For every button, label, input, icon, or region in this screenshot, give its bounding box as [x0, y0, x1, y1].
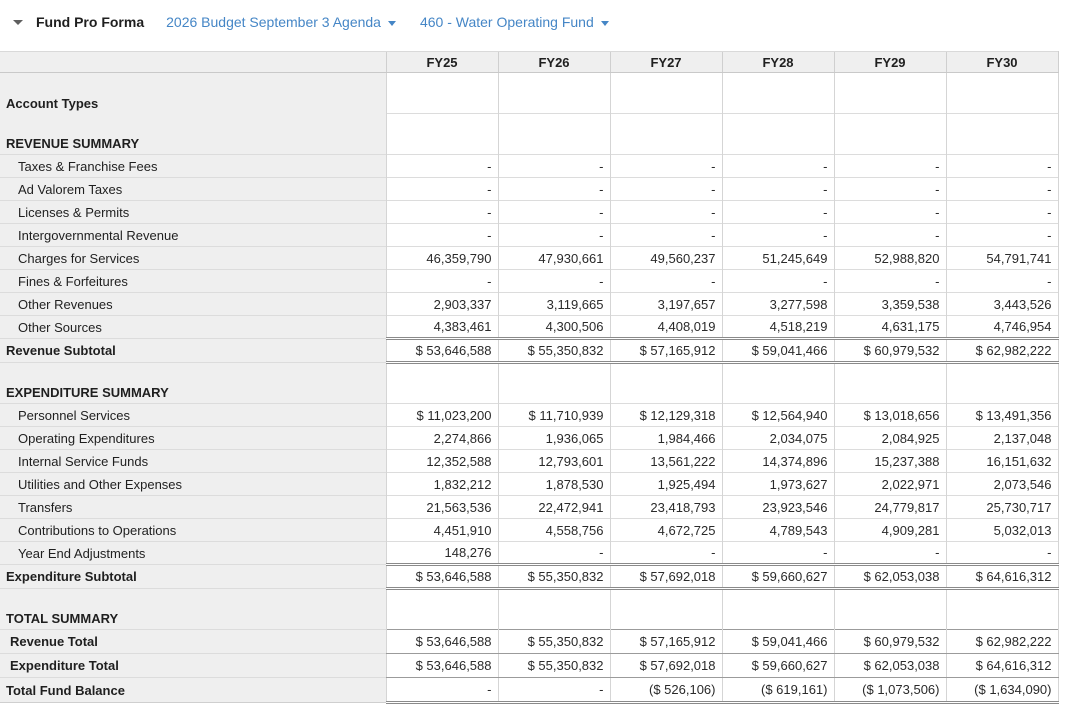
cell-value: -: [946, 155, 1058, 178]
cell-value: -: [946, 542, 1058, 565]
cell-value: -: [946, 201, 1058, 224]
cell-value: -: [722, 178, 834, 201]
top-header-bar: [0, 0, 1072, 35]
cell-value: 1,936,065: [498, 427, 610, 450]
cell-value: ($ 1,634,090): [946, 678, 1058, 703]
cell-value: $ 57,165,912: [610, 630, 722, 654]
cell-value: 14,374,896: [722, 450, 834, 473]
cell-value: -: [498, 155, 610, 178]
column-header: FY28: [722, 52, 834, 73]
cell-value: [498, 114, 610, 155]
cell-value: [498, 363, 610, 404]
table-row: [0, 178, 1058, 201]
cell-value: 4,909,281: [834, 519, 946, 542]
cell-value: ($ 1,073,506): [834, 678, 946, 703]
cell-value: 46,359,790: [386, 247, 498, 270]
cell-value: -: [386, 270, 498, 293]
cell-value: $ 55,350,832: [498, 565, 610, 589]
cell-value: 4,672,725: [610, 519, 722, 542]
cell-value: 24,779,817: [834, 496, 946, 519]
table-row: [0, 316, 1058, 339]
cell-value: -: [610, 155, 722, 178]
row-label: Transfers: [0, 496, 386, 519]
cell-value: 1,878,530: [498, 473, 610, 496]
cell-value: [498, 589, 610, 630]
cell-value: -: [498, 201, 610, 224]
row-label: Personnel Services: [0, 404, 386, 427]
column-header: FY26: [498, 52, 610, 73]
cell-value: 1,984,466: [610, 427, 722, 450]
row-label: Licenses & Permits: [0, 201, 386, 224]
cell-value: 2,073,546: [946, 473, 1058, 496]
cell-value: $ 11,710,939: [498, 404, 610, 427]
cell-value: [386, 114, 498, 155]
cell-value: [610, 589, 722, 630]
cell-value: [722, 114, 834, 155]
table-row: [0, 473, 1058, 496]
cell-value: 4,451,910: [386, 519, 498, 542]
cell-value: -: [386, 224, 498, 247]
cell-value: 4,408,019: [610, 316, 722, 339]
row-label: Revenue Total: [0, 630, 386, 654]
row-label: Operating Expenditures: [0, 427, 386, 450]
cell-value: 47,930,661: [498, 247, 610, 270]
cell-value: -: [834, 201, 946, 224]
cell-value: -: [610, 178, 722, 201]
cell-value: [834, 114, 946, 155]
row-label: Other Revenues: [0, 293, 386, 316]
row-label: Charges for Services: [0, 247, 386, 270]
table-row: [0, 73, 1058, 114]
row-label: Fines & Forfeitures: [0, 270, 386, 293]
cell-value: 2,022,971: [834, 473, 946, 496]
cell-value: $ 62,982,222: [946, 630, 1058, 654]
table-row: [0, 155, 1058, 178]
chevron-down-icon: [601, 21, 609, 26]
table-row: [0, 427, 1058, 450]
cell-value: -: [498, 678, 610, 703]
table-row: [0, 363, 1058, 404]
cell-value: [722, 589, 834, 630]
chevron-down-icon: [388, 21, 396, 26]
cell-value: 4,631,175: [834, 316, 946, 339]
table-row: [0, 404, 1058, 427]
cell-value: 3,197,657: [610, 293, 722, 316]
cell-value: 2,084,925: [834, 427, 946, 450]
column-header: FY27: [610, 52, 722, 73]
cell-value: -: [834, 178, 946, 201]
cell-value: -: [834, 270, 946, 293]
cell-value: 52,988,820: [834, 247, 946, 270]
table-row: [0, 542, 1058, 565]
cell-value: $ 55,350,832: [498, 654, 610, 678]
cell-value: -: [610, 201, 722, 224]
cell-value: 4,300,506: [498, 316, 610, 339]
column-header-row: [0, 52, 1058, 73]
fund-dropdown[interactable]: [420, 14, 609, 30]
cell-value: $ 64,616,312: [946, 654, 1058, 678]
cell-value: $ 55,350,832: [498, 339, 610, 363]
row-label: Year End Adjustments: [0, 542, 386, 565]
cell-value: $ 13,491,356: [946, 404, 1058, 427]
cell-value: -: [834, 155, 946, 178]
cell-value: $ 57,692,018: [610, 654, 722, 678]
cell-value: -: [946, 224, 1058, 247]
cell-value: 3,359,538: [834, 293, 946, 316]
cell-value: 12,352,588: [386, 450, 498, 473]
table-row: [0, 201, 1058, 224]
cell-value: 16,151,632: [946, 450, 1058, 473]
budget-dropdown-label: 2026 Budget September 3 Agenda: [166, 14, 381, 30]
cell-value: $ 12,129,318: [610, 404, 722, 427]
row-label: Taxes & Franchise Fees: [0, 155, 386, 178]
cell-value: -: [946, 178, 1058, 201]
row-label: Total Fund Balance: [0, 678, 386, 703]
table-row: [0, 339, 1058, 363]
cell-value: [834, 589, 946, 630]
cell-value: $ 53,646,588: [386, 339, 498, 363]
cell-value: 21,563,536: [386, 496, 498, 519]
pro-forma-table: [0, 51, 1059, 704]
cell-value: [386, 589, 498, 630]
cell-value: -: [722, 155, 834, 178]
cell-value: $ 59,041,466: [722, 630, 834, 654]
collapse-section-button[interactable]: [9, 15, 27, 29]
cell-value: -: [722, 270, 834, 293]
cell-value: 1,925,494: [610, 473, 722, 496]
cell-value: -: [498, 224, 610, 247]
cell-value: -: [498, 542, 610, 565]
fund-dropdown-label: 460 - Water Operating Fund: [419, 14, 594, 30]
cell-value: 2,034,075: [722, 427, 834, 450]
cell-value: $ 53,646,588: [386, 565, 498, 589]
row-label: Revenue Subtotal: [0, 339, 386, 363]
cell-value: $ 60,979,532: [834, 630, 946, 654]
cell-value: ($ 619,161): [722, 678, 834, 703]
cell-value: 4,558,756: [498, 519, 610, 542]
cell-value: 3,119,665: [498, 293, 610, 316]
cell-value: -: [722, 542, 834, 565]
pro-forma-table-container: [0, 51, 1072, 704]
cell-value: [834, 363, 946, 404]
row-label: Expenditure Total: [0, 654, 386, 678]
row-label: Expenditure Subtotal: [0, 565, 386, 589]
cell-value: -: [946, 270, 1058, 293]
table-row: [0, 630, 1058, 654]
cell-value: [610, 114, 722, 155]
table-row: [0, 678, 1058, 703]
table-row: [0, 270, 1058, 293]
row-label: Contributions to Operations: [0, 519, 386, 542]
cell-value: 4,746,954: [946, 316, 1058, 339]
label-column-header: [0, 52, 386, 73]
cell-value: $ 62,982,222: [946, 339, 1058, 363]
table-row: [0, 654, 1058, 678]
cell-value: $ 13,018,656: [834, 404, 946, 427]
cell-value: 3,443,526: [946, 293, 1058, 316]
table-row: [0, 519, 1058, 542]
cell-value: [610, 73, 722, 114]
cell-value: 2,274,866: [386, 427, 498, 450]
cell-value: 12,793,601: [498, 450, 610, 473]
cell-value: -: [610, 224, 722, 247]
row-label: Utilities and Other Expenses: [0, 473, 386, 496]
cell-value: [722, 363, 834, 404]
cell-value: -: [386, 155, 498, 178]
cell-value: [946, 114, 1058, 155]
row-label: EXPENDITURE SUMMARY: [0, 363, 386, 404]
cell-value: 148,276: [386, 542, 498, 565]
cell-value: 3,277,598: [722, 293, 834, 316]
cell-value: ($ 526,106): [610, 678, 722, 703]
row-label: Intergovernmental Revenue: [0, 224, 386, 247]
cell-value: 49,560,237: [610, 247, 722, 270]
cell-value: -: [610, 542, 722, 565]
table-row: [0, 114, 1058, 155]
cell-value: -: [386, 678, 498, 703]
column-header: FY29: [834, 52, 946, 73]
cell-value: $ 60,979,532: [834, 339, 946, 363]
cell-value: 2,903,337: [386, 293, 498, 316]
row-label: Other Sources: [0, 316, 386, 339]
row-label: Internal Service Funds: [0, 450, 386, 473]
cell-value: 1,832,212: [386, 473, 498, 496]
cell-value: 1,973,627: [722, 473, 834, 496]
table-row: [0, 450, 1058, 473]
cell-value: 4,383,461: [386, 316, 498, 339]
table-row: [0, 496, 1058, 519]
cell-value: 23,923,546: [722, 496, 834, 519]
cell-value: 15,237,388: [834, 450, 946, 473]
cell-value: [722, 73, 834, 114]
cell-value: $ 53,646,588: [386, 630, 498, 654]
cell-value: $ 59,041,466: [722, 339, 834, 363]
table-body: [0, 73, 1058, 703]
cell-value: [610, 363, 722, 404]
cell-value: $ 62,053,038: [834, 654, 946, 678]
row-label: REVENUE SUMMARY: [0, 114, 386, 155]
cell-value: [946, 363, 1058, 404]
cell-value: $ 11,023,200: [386, 404, 498, 427]
cell-value: -: [834, 224, 946, 247]
page-title: Fund Pro Forma: [36, 14, 145, 30]
cell-value: 22,472,941: [498, 496, 610, 519]
cell-value: [946, 73, 1058, 114]
cell-value: $ 57,165,912: [610, 339, 722, 363]
cell-value: 51,245,649: [722, 247, 834, 270]
cell-value: 5,032,013: [946, 519, 1058, 542]
column-header: FY25: [386, 52, 498, 73]
cell-value: 54,791,741: [946, 247, 1058, 270]
cell-value: -: [498, 270, 610, 293]
cell-value: [834, 73, 946, 114]
table-row: [0, 565, 1058, 589]
row-label: TOTAL SUMMARY: [0, 589, 386, 630]
cell-value: -: [834, 542, 946, 565]
table-row: [0, 224, 1058, 247]
cell-value: [386, 363, 498, 404]
cell-value: 13,561,222: [610, 450, 722, 473]
cell-value: $ 59,660,627: [722, 654, 834, 678]
cell-value: -: [722, 201, 834, 224]
cell-value: $ 64,616,312: [946, 565, 1058, 589]
cell-value: $ 57,692,018: [610, 565, 722, 589]
row-label: Ad Valorem Taxes: [0, 178, 386, 201]
cell-value: $ 59,660,627: [722, 565, 834, 589]
cell-value: $ 12,564,940: [722, 404, 834, 427]
table-row: [0, 589, 1058, 630]
cell-value: -: [498, 178, 610, 201]
cell-value: 23,418,793: [610, 496, 722, 519]
cell-value: 2,137,048: [946, 427, 1058, 450]
cell-value: -: [386, 201, 498, 224]
cell-value: $ 55,350,832: [498, 630, 610, 654]
collapse-arrow-icon: [13, 20, 23, 25]
table-row: [0, 247, 1058, 270]
cell-value: 4,789,543: [722, 519, 834, 542]
row-label: Account Types: [0, 73, 386, 114]
budget-dropdown[interactable]: [166, 14, 396, 30]
table-row: [0, 293, 1058, 316]
cell-value: -: [610, 270, 722, 293]
cell-value: -: [386, 178, 498, 201]
column-header: FY30: [946, 52, 1058, 73]
cell-value: $ 62,053,038: [834, 565, 946, 589]
cell-value: -: [722, 224, 834, 247]
cell-value: [386, 73, 498, 114]
cell-value: [498, 73, 610, 114]
cell-value: $ 53,646,588: [386, 654, 498, 678]
cell-value: [946, 589, 1058, 630]
cell-value: 25,730,717: [946, 496, 1058, 519]
cell-value: 4,518,219: [722, 316, 834, 339]
